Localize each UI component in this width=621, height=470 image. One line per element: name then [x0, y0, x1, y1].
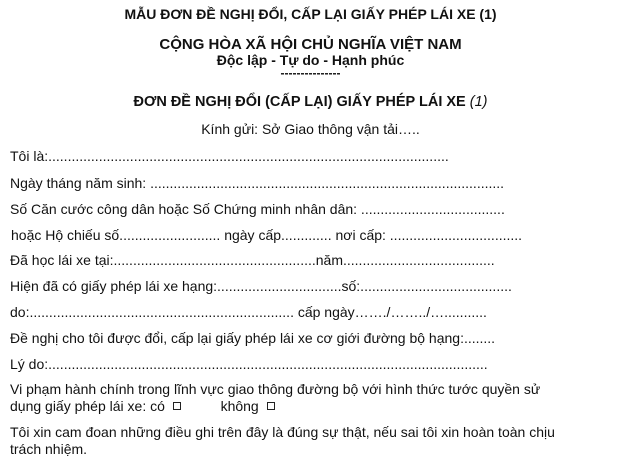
violation-text-line-2	[10, 398, 279, 414]
motto: Độc lập - Tự do - Hạnh phúc	[216, 52, 405, 68]
driving-school-field[interactable]: Đã học lái xe tại:....................................................năm.......................................	[10, 252, 495, 268]
reason-field[interactable]: Lý do:.................................................................................................................	[10, 356, 488, 372]
nation-header: CỘNG HÒA XÃ HỘI CHỦ NGHĨA VIỆT NAM	[159, 36, 462, 53]
requested-class-field[interactable]: Đề nghị cho tôi được đổi, cấp lại giấy phép lái xe cơ giới đường bộ hạng:........	[10, 330, 496, 346]
pledge-line-2: trách nhiệm.	[10, 441, 88, 457]
issued-by-field[interactable]: do:.................................................................... cấp ngày……./……../…...........	[10, 304, 487, 320]
form-title: MẪU ĐƠN ĐỀ NGHỊ ĐỔI, CẤP LẠI GIẤY PHÉP LÁI XE (1)	[124, 6, 497, 22]
name-field[interactable]: Tôi là:.......................................................................................................	[10, 148, 449, 164]
divider: ---------------	[280, 66, 341, 80]
violation-yes-label: dụng giấy phép lái xe: có	[10, 398, 165, 414]
pledge-line-1: Tôi xin cam đoan những điều ghi trên đây là đúng sự thật, nếu sai tôi xin hoàn toàn chịu	[10, 424, 555, 440]
checkbox-yes[interactable]	[173, 402, 181, 410]
license-class-field[interactable]: Hiện đã có giấy phép lái xe hạng:................................số:.......................................	[10, 278, 512, 294]
request-title-note: (1)	[469, 94, 488, 110]
birth-date-field[interactable]: Ngày tháng năm sinh: ...........................................................................................	[10, 175, 505, 191]
recipient-line: Kính gửi: Sở Giao thông vận tải…..	[201, 121, 420, 137]
violation-text-line-1: Vi phạm hành chính trong lĩnh vực giao thông đường bộ với hình thức tước quyền sử	[10, 381, 541, 397]
violation-no-label: không	[220, 398, 259, 414]
request-title-text: ĐƠN ĐỀ NGHỊ ĐỔI (CẤP LẠI) GIẤY PHÉP LÁI XE	[133, 94, 466, 110]
checkbox-no[interactable]	[267, 402, 275, 410]
id-number-field[interactable]: Số Căn cước công dân hoặc Số Chứng minh nhân dân: .....................................	[10, 201, 505, 217]
request-title	[0, 94, 621, 110]
passport-field[interactable]: hoặc Hộ chiếu số.......................... ngày cấp............. nơi cấp: ..................................	[11, 227, 523, 243]
